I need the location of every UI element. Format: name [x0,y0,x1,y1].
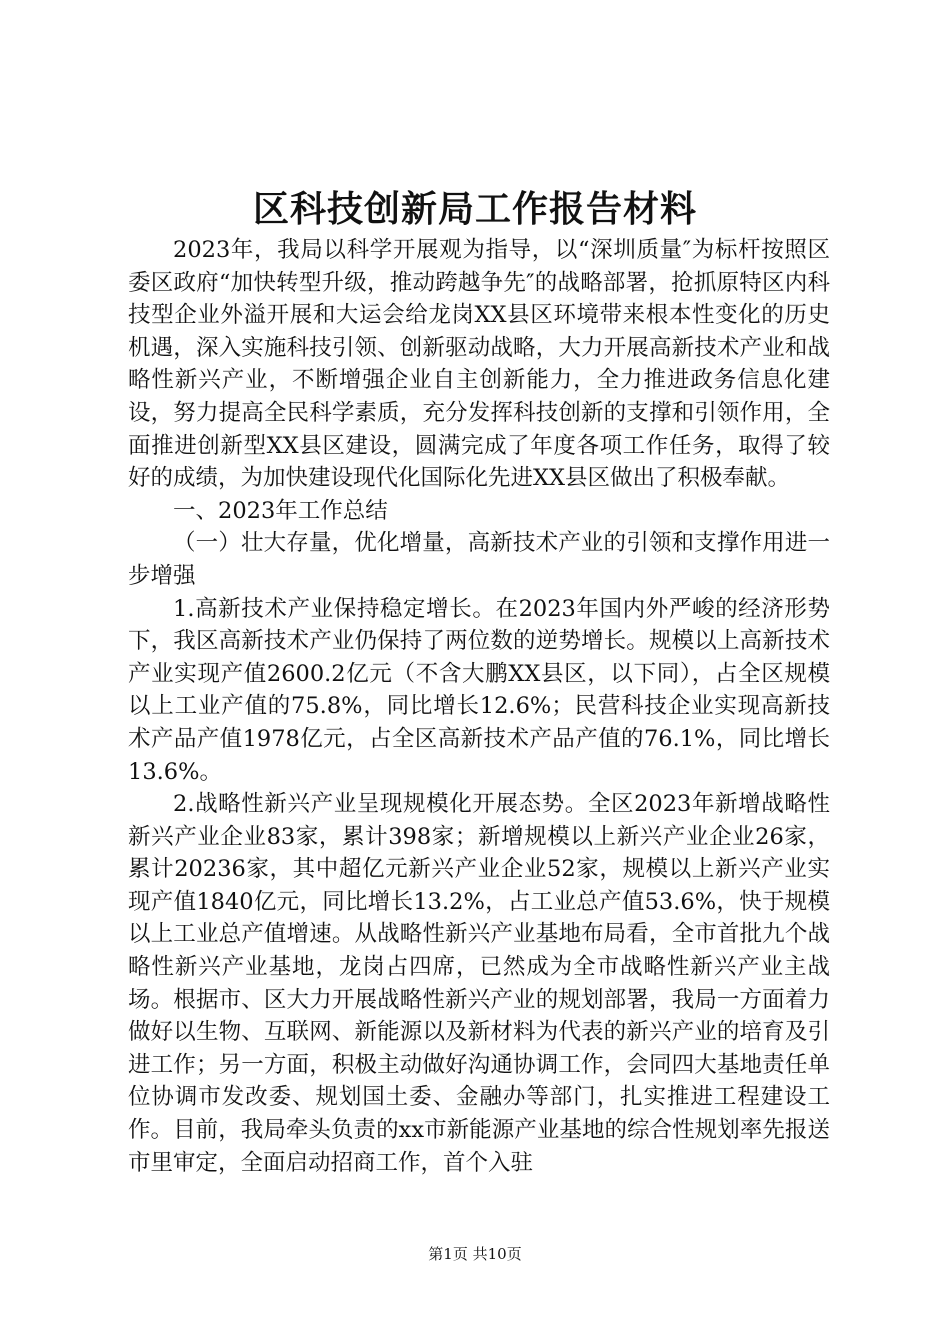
document-title: 区科技创新局工作报告材料 [252,188,697,230]
page-number-footer: 第1页 共10页 [428,1245,522,1263]
paragraph-item-1: 1.高新技术产业保持稳定增长。在2023年国内外严峻的经济形势下，我区高新技术产业仍保持了两位数的逆势增长。规模以上高新技术产业实现产值2600.2亿元（不含大鹏XX县区，以下同），占全区规模以上工业产值的75.8%，同比增长12.6%；民营科技企业实现高新技术产品产值1978亿元，占全区高新技术产品产值的76.1%，同比增长13.6%。 [128,595,830,785]
paragraph-intro: 2023年，我局以科学开展观为指导，以“深圳质量″为标杆按照区委区政府“加快转型升级，推动跨越争先″的战略部署，抢抓原特区内科技型企业外溢开展和大运会给龙岗XX县区环境带来根本性变化的历史机遇，深入实施科技引领、创新驱动战略，大力开展高新技术产业和战略性新兴产业，不断增强企业自主创新能力，全力推进政务信息化建设，努力提高全民科学素质，充分发挥科技创新的支撑和引领作用，全面推进创新型XX县区建设，圆满完成了年度各项工作任务，取得了较好的成绩，为加快建设现代化国际化先进XX县区做出了积极奉献。 [128,237,830,492]
document-body [128,234,830,1179]
section-heading: 一、2023年工作总结 [173,497,388,524]
paragraph-item-2: 2.战略性新兴产业呈现规模化开展态势。全区2023年新增战略性新兴产业企业83家，累计398家；新增规模以上新兴产业企业26家，累计20236家，其中超亿元新兴产业企业52家，规模以上新兴产业实现产值1840亿元，同比增长13.2%，占工业总产值53.6%，快于规模以上工业总产值增速。从战略性新兴产业基地布局看，全市首批九个战略性新兴产业基地，龙岗占四席，已然成为全市战略性新兴产业主战场。根据市、区大力开展战略性新兴产业的规划部署，我局一方面着力做好以生物、互联网、新能源以及新材料为代表的新兴产业的培育及引进工作；另一方面，积极主动做好沟通协调工作，会同四大基地责任单位协调市发改委、规划国土委、金融办等部门，扎实推进工程建设工作。目前，我局牵头负责的xx市新能源产业基地的综合性规划率先报送市里审定，全面启动招商工作，首个入驻 [128,791,830,1176]
subsection-heading: （一）壮大存量，优化增量，高新技术产业的引领和支撑作用进一步增强 [128,530,830,589]
